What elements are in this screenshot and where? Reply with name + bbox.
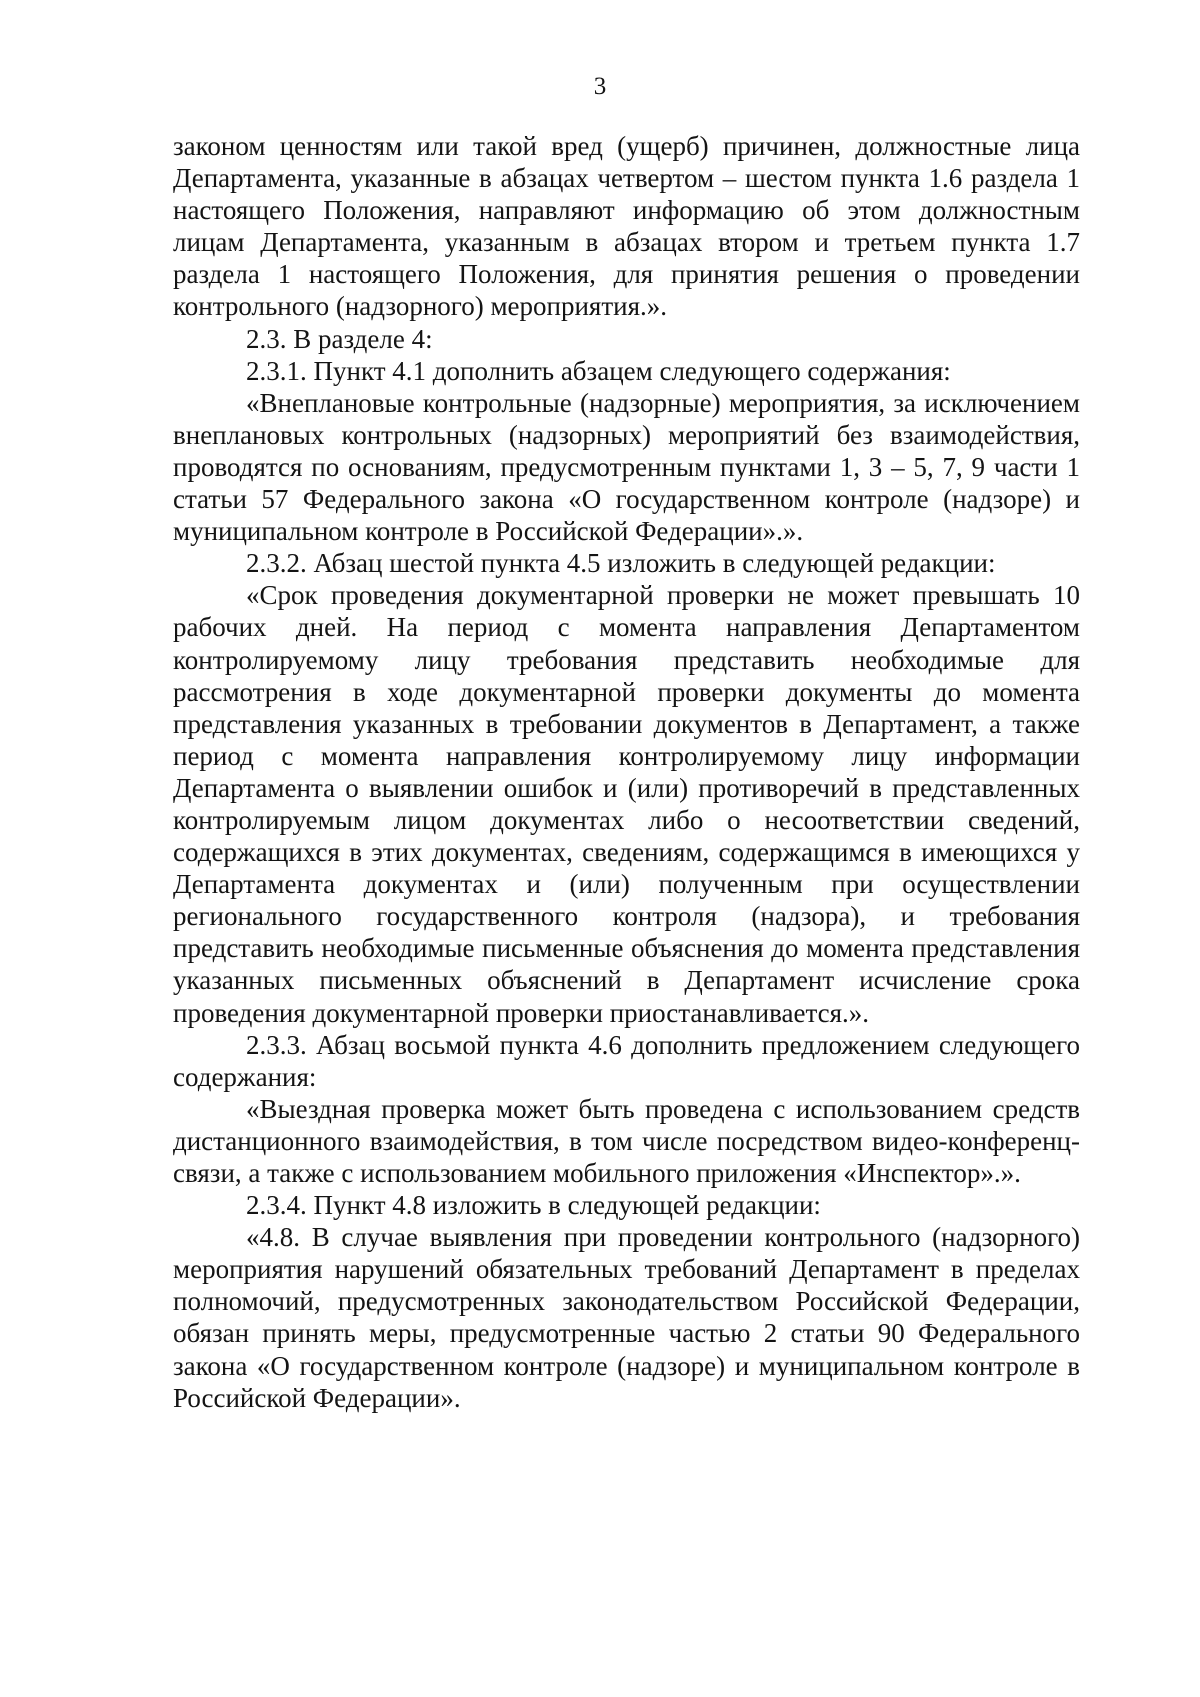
paragraph-item-2-3-2: 2.3.2. Абзац шестой пункта 4.5 изложить в следующей редакции: [246, 548, 996, 579]
paragraph-quote-4-6: «Выездная проверка может быть проведена с использованием средств дистанционного взаимодействия, в том числе посредством видео-конференц-связи, а также с использованием мобильного приложения «Инспектор».». [173, 1093, 1080, 1188]
paragraph-continuation: законом ценностям или такой вред (ущерб) причинен, должностные лица Департамента, указанные в абзацах четвертом – шестом пункта 1.6 раздела 1 настоящего Положения, направляют информацию об этом должностным лицам Департамента, указанным в абзацах втором и третьем пункта 1.7 раздела 1 настоящего Положения, для принятия решения о проведении контрольного (надзорного) мероприятия.». [173, 131, 1080, 322]
paragraph-quote-4-1: «Внеплановые контрольные (надзорные) мероприятия, за исключением внеплановых контрольных (надзорных) мероприятий без взаимодействия, проводятся по основаниям, предусмотренным пунктами 1, 3 – 5, 7, 9 части 1 статьи 57 Федерального закона «О государственном контроле (надзоре) и муниципальном контроле в Российской Федерации».». [173, 387, 1080, 547]
page-number: 3 [593, 73, 607, 100]
paragraph-item-2-3-3: 2.3.3. Абзац восьмой пункта 4.6 дополнить предложением следующего содержания: [173, 1029, 1080, 1092]
document-body [173, 130, 1080, 1414]
paragraph-quote-4-8: «4.8. В случае выявления при проведении контрольного (надзорного) мероприятия нарушений обязательных требований Департамент в пределах полномочий, предусмотренных законодательством Российской Федерации, обязан принять меры, предусмотренные частью 2 статьи 90 Федерального закона «О государственном контроле (надзоре) и муниципальном контроле в Российской Федерации». [173, 1222, 1080, 1413]
paragraph-section-2-3: 2.3. В разделе 4: [246, 323, 433, 354]
paragraph-quote-4-5: «Срок проведения документарной проверки не может превышать 10 рабочих дней. На период с момента направления Департаментом контролируемому лицу требования представить необходимые для рассмотрения в ходе документарной проверки документы до момента представления указанных в требовании документов в Департамент, а также период с момента направления контролируемому лицу информации Департамента о выявлении ошибок и (или) противоречий в представленных контролируемым лицом документах либо о несоответствии сведений, содержащихся в этих документах, сведениям, содержащимся в имеющихся у Департамента документах и (или) полученным при осуществлении регионального государственного контроля (надзора), и требования представить необходимые письменные объяснения до момента представления указанных письменных объяснений в Департамент исчисление срока проведения документарной проверки приостанавливается.». [173, 580, 1080, 1028]
paragraph-item-2-3-4: 2.3.4. Пункт 4.8 изложить в следующей редакции: [246, 1190, 821, 1221]
paragraph-item-2-3-1: 2.3.1. Пункт 4.1 дополнить абзацем следующего содержания: [246, 355, 951, 386]
